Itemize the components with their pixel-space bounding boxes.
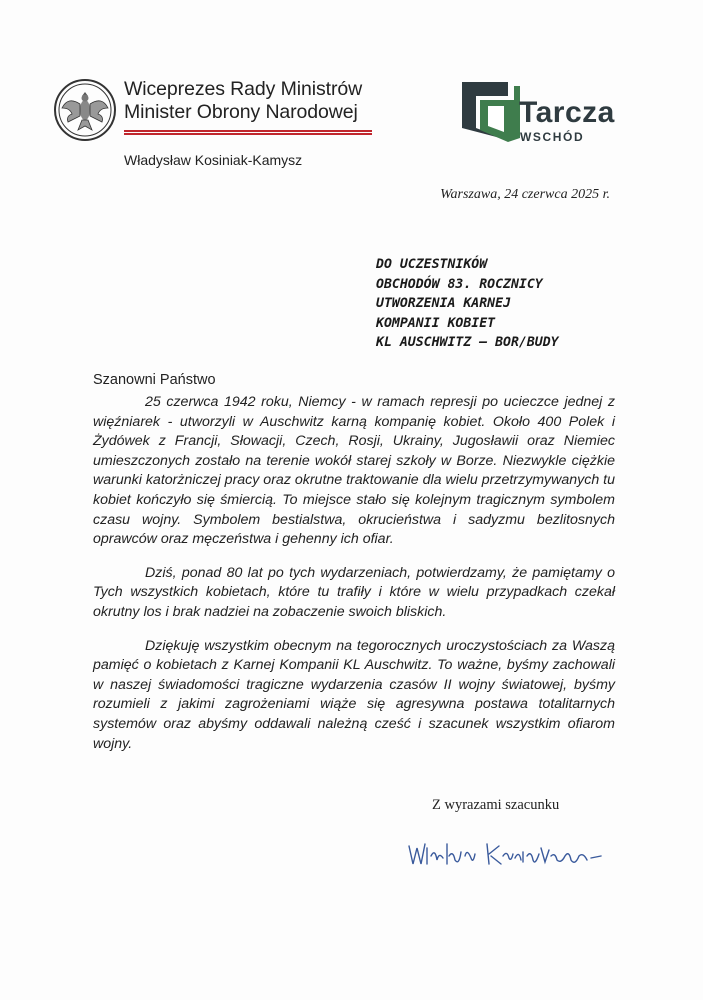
- recipient-block: [376, 255, 559, 353]
- recipient-line: KL AUSCHWITZ – BOR/BUDY: [376, 335, 559, 350]
- closing-phrase: Z wyrazami szacunku: [432, 797, 560, 813]
- issuing-office: [124, 78, 362, 124]
- recipient-line: UTWORZENIA KARNEJ: [376, 296, 511, 311]
- recipient-line: KOMPANII KOBIET: [376, 315, 496, 331]
- red-divider: [124, 130, 372, 135]
- minister-name: Władysław Kosiniak-Kamysz: [124, 152, 303, 168]
- salutation: Szanowni Państwo: [93, 372, 216, 388]
- body-paragraph: Dziękuję wszystkim obecnym na tegorocznych uroczystościach za Waszą pamięć o kobietach z Karnej Kompanii KL Auschwitz. To ważne, byśmy zachowali w naszej świadomości tragiczne wydarzenia czasów II wojny światowej, byśmy rozumieli z jakimi zagrożeniami wiąże się agresywna postawa totalitarnych systemów oraz abyśmy oddawali należną cześć i szacunek wszystkim ofiarom wojny.: [93, 637, 615, 752]
- recipient-line: DO UCZESTNIKÓW: [376, 257, 488, 272]
- white-eagle-emblem-icon: [52, 78, 118, 142]
- letter-date: Warszawa, 24 czerwca 2025 r.: [440, 187, 610, 202]
- office-title-line1: Wiceprezes Rady Ministrów: [124, 78, 363, 100]
- logo-subtitle: WSCHÓD: [520, 130, 585, 144]
- recipient-line: OBCHODÓW 83. ROCZNICY: [376, 276, 543, 292]
- logo-wordmark: Tarcza: [519, 96, 615, 129]
- body-paragraph: 25 czerwca 1942 roku, Niemcy - w ramach represji po ucieczce jednej z więźniarek - utworzyli w Auschwitz karną kompanię kobiet. Około 400 Polek i Żydówek z Francji, Słowacji, Czech, Rosji, Ukrainy, Jugosławii oraz Niemiec umieszczonych zostało na terenie wokół starej szkoły w Borze. Niezwykle ciężkie warunki katorżniczej pracy oraz okrutne traktowanie dla wielu przetrzymywanych tu kobiet kończyło się śmiercią. To miejsce stało się kolejnym tragicznym symbolem czasu wojny. Symbolem bestialstwa, okrucieństwa i sadyzmu bezlitosnych oprawców oraz męczeństwa i gehenny ich ofiar.: [93, 394, 616, 548]
- office-title-line2: Minister Obrony Narodowej: [124, 101, 358, 123]
- handwritten-signature-icon: [405, 838, 610, 872]
- body-paragraph: Dziś, ponad 80 lat po tych wydarzeniach, potwierdzamy, że pamiętamy o Tych wszystkich kobietach, które tu trafiły i które w wielu przypadkach czekał okrutny los i brak nadziei na zobaczenie swoich bliskich.: [93, 564, 615, 620]
- letter-body: [93, 393, 615, 768]
